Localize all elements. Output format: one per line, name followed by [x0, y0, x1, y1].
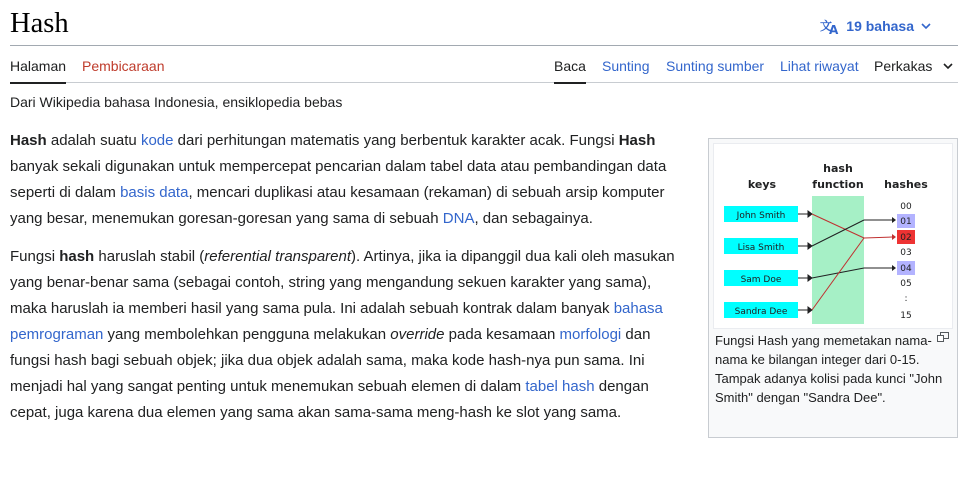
figure-caption: Fungsi Hash yang memetakan nama-nama ke bilangan integer dari 0-15. Tampak adanya kolisi pada kunci "John Smith" dengan "Sandra Dee". — [715, 333, 943, 405]
function-box — [812, 196, 864, 324]
label-keys: keys — [747, 178, 777, 191]
chevron-down-icon — [942, 60, 954, 72]
key-label: John Smith — [736, 211, 786, 221]
italic-term: override — [390, 326, 445, 343]
key-label: Sandra Dee — [734, 307, 788, 317]
bold-term: Hash — [618, 132, 656, 149]
site-tagline: Dari Wikipedia bahasa Indonesia, ensiklopedia bebas — [10, 94, 343, 110]
tab-page[interactable]: Halaman — [10, 58, 67, 74]
hash-label: 05 — [900, 279, 912, 289]
link-kode[interactable]: kode — [140, 132, 174, 149]
link-bahasa-pemrograman[interactable]: bahasa pemrograman — [10, 300, 663, 343]
page-title: Hash — [10, 8, 69, 39]
tab-read[interactable]: Baca — [554, 58, 586, 74]
italic-term: referential transparent — [204, 248, 352, 265]
hash-label: 00 — [900, 202, 912, 212]
link-morfologi[interactable]: morfologi — [559, 326, 622, 343]
hash-label: 03 — [900, 248, 912, 258]
language-count-label: 19 bahasa — [846, 18, 914, 34]
link-tabel-hash[interactable]: tabel hash — [525, 378, 595, 395]
label-hash: hash — [823, 162, 853, 175]
language-button[interactable] — [820, 17, 932, 35]
hash-label: 02 — [900, 233, 912, 243]
translate-icon — [820, 17, 840, 35]
tab-history[interactable]: Lihat riwayat — [780, 58, 859, 74]
key-label: Lisa Smith — [737, 243, 785, 253]
chevron-down-icon — [920, 20, 932, 32]
bold-term: hash — [59, 248, 95, 265]
figure-thumbnail — [708, 138, 958, 438]
link-basis-data[interactable]: basis data — [120, 184, 189, 201]
tab-talk[interactable]: Pembicaraan — [82, 58, 165, 74]
tab-tools[interactable] — [874, 58, 954, 74]
paragraph-1: Hash adalah suatu kode dari perhitungan matematis yang berbentuk karakter acak. Fungsi Hash banyak sekali digunakan untuk mempercepat pencarian dalam tabel data atau pembandingan data seperti di dalam basis data, mencari duplikasi atau kesamaan (rekaman) di sebuah arsip komputer yang besar, menemukan goresan-goresan yang sama di sebuah DNA, dan sebagainya. — [10, 132, 667, 227]
hash-label: 15 — [900, 311, 912, 321]
paragraph-2: Fungsi hash haruslah stabil (referential transparent). Artinya, jika ia dipanggil dua kali oleh masukan yang benar-benar sama (sebagai contoh, string yang mengandung sekuen karakter yang sama), maka haruslah ia memberi hasil yang sama pula. Ini adalah sebuah kontrak dalam banyak bahasa pemrograman yang membolehkan pengguna melakukan override pada kesamaan morfologi dan fungsi hash bagi sebuah objek; jika dua objek adalah sama, maka kode hash-nya pun sama. Ini menjadi hal yang sangat penting untuk menemukan sebuah elemen di dalam tabel hash dengan cepat, juga karena dua elemen yang sama akan sama-sama meng-hash ke slot yang sama. — [10, 248, 675, 421]
tab-edit[interactable]: Sunting — [602, 58, 650, 74]
hash-label: : — [904, 294, 908, 304]
svg-text:文: 文 — [820, 19, 833, 33]
label-function: function — [812, 178, 864, 191]
page-tabs — [10, 47, 958, 83]
hash-label: 01 — [900, 217, 912, 227]
tools-label: Perkakas — [874, 58, 933, 74]
hash-diagram — [714, 144, 952, 328]
article-body — [10, 128, 680, 438]
link-dna[interactable]: DNA — [442, 210, 475, 227]
hash-label: 04 — [900, 264, 912, 274]
bold-term: Hash — [10, 132, 47, 149]
key-label: Sam Doe — [740, 275, 782, 285]
hash-diagram-image[interactable] — [713, 143, 953, 329]
title-bar — [10, 0, 958, 46]
svg-text:A: A — [829, 23, 839, 35]
label-hashes: hashes — [884, 178, 928, 191]
tab-edit-source[interactable]: Sunting sumber — [666, 58, 765, 74]
